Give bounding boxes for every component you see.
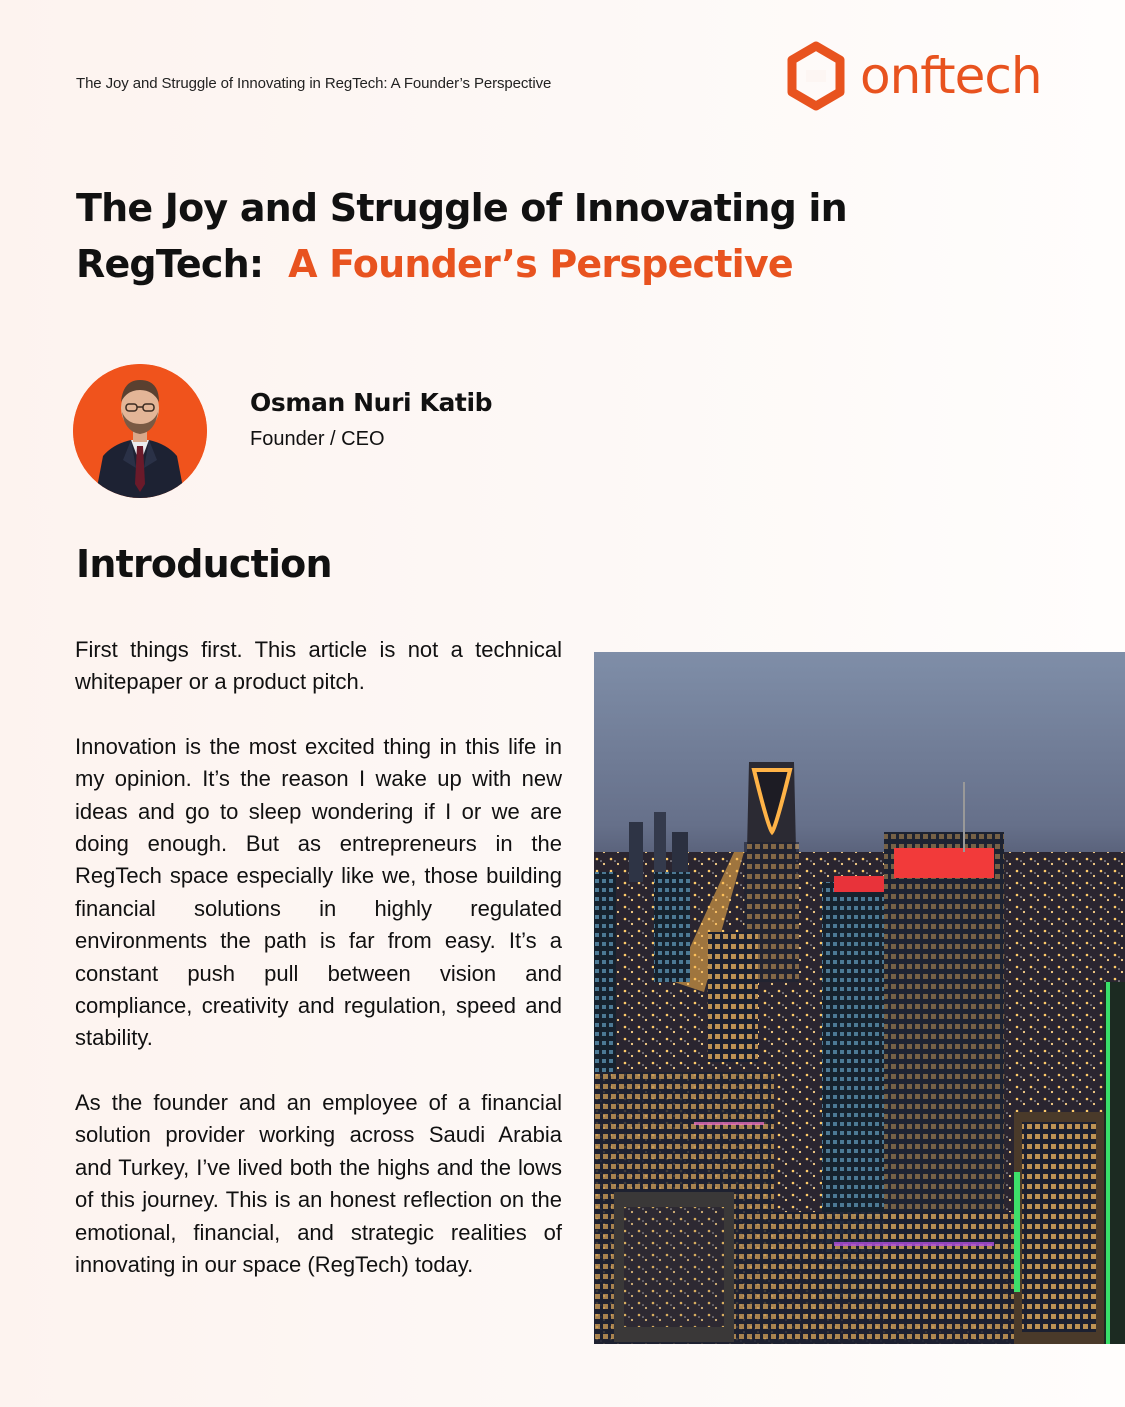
paragraph-3: As the founder and an employee of a financial solution provider working across Saudi Arabia and Turkey, I’ve lived both the highs and the lows of this journey. This is an honest reflection on the emotional, financial, and strategic realities of innovating in our space (RegTech) today.: [75, 1089, 562, 1277]
title-line-2-accent: A Founder’s Perspective: [288, 242, 793, 286]
city-skyline-photo: [594, 652, 1125, 1344]
hexagon-logo-icon: [784, 40, 848, 112]
logo-wordmark: onftech: [860, 47, 1042, 105]
author-avatar: [73, 364, 207, 498]
title-line-1: The Joy and Struggle of Innovating in: [76, 186, 847, 230]
paragraph-1: First things first. This article is not a technical whitepaper or a product pitch.: [75, 637, 562, 695]
paragraph-2: Innovation is the most excited thing in this life in my opinion. It’s the reason I wake up with new ideas and go to sleep wondering if I or we are doing enough. But as entrepreneurs in the RegTech space especially like we, those building financial solutions in highly regulated environments the path is far from easy. It’s a constant push pull between vision and compliance, creativity and regulation, speed and stability.: [75, 733, 562, 1051]
author-name: Osman Nuri Katib: [250, 388, 493, 417]
author-role: Founder / CEO: [250, 428, 385, 450]
article-body: [75, 634, 562, 1313]
page-title: [76, 180, 1056, 292]
onftech-logo[interactable]: [784, 40, 1042, 112]
title-line-2-prefix: RegTech:: [76, 242, 264, 286]
running-head: The Joy and Struggle of Innovating in RegTech: A Founder’s Perspective: [76, 75, 552, 92]
section-heading: Introduction: [76, 542, 332, 586]
